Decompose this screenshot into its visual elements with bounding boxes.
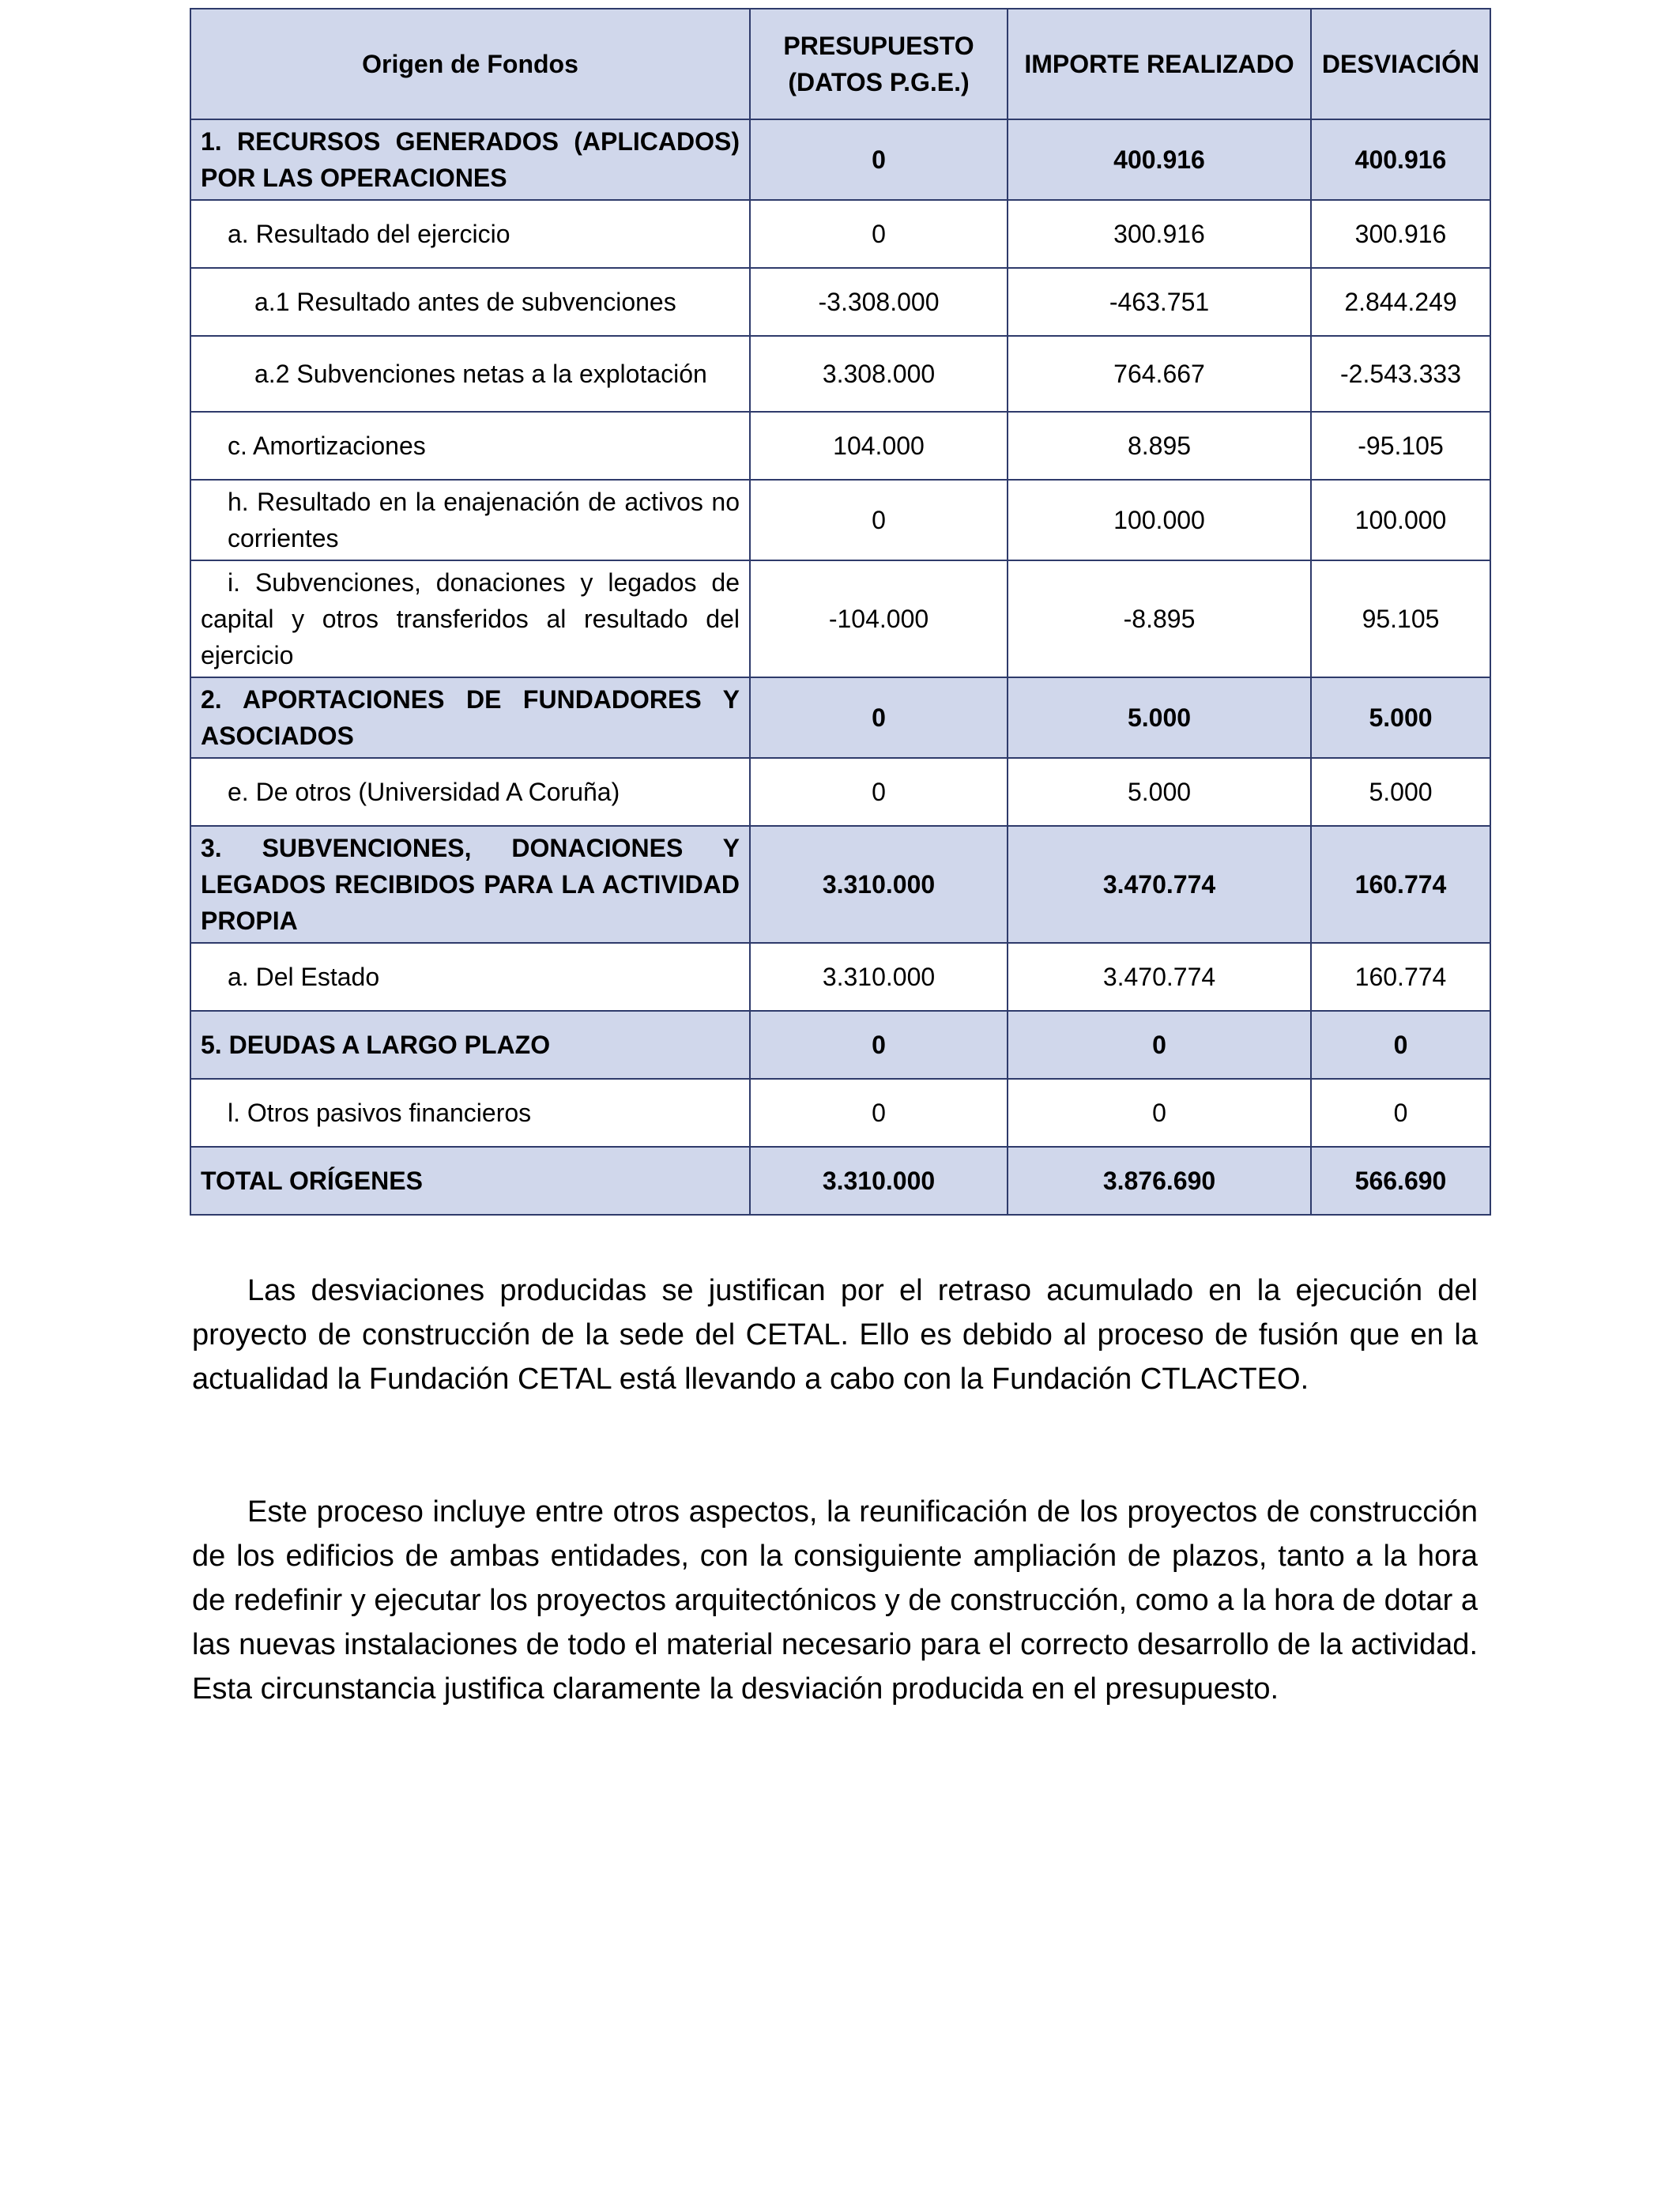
table-row [190, 677, 1490, 758]
table-row [190, 1011, 1490, 1079]
table-row [190, 943, 1490, 1011]
row-realized: -8.895 [1008, 560, 1311, 677]
row-realized: 3.470.774 [1008, 943, 1311, 1011]
row-budget: 3.310.000 [750, 826, 1008, 943]
row-label: c. Amortizaciones [190, 412, 750, 480]
funds-origin-table [190, 8, 1491, 1216]
row-budget: 0 [750, 1079, 1008, 1147]
row-label: e. De otros (Universidad A Coruña) [190, 758, 750, 826]
row-deviation: 400.916 [1311, 119, 1490, 200]
row-deviation: 5.000 [1311, 677, 1490, 758]
row-deviation: -95.105 [1311, 412, 1490, 480]
row-label: i. Subvenciones, donaciones y legados de capital y otros transferidos al resultado del ejercicio [190, 560, 750, 677]
table-row [190, 119, 1490, 200]
row-deviation: 160.774 [1311, 826, 1490, 943]
row-budget: 0 [750, 480, 1008, 560]
row-budget: 0 [750, 119, 1008, 200]
row-realized: 400.916 [1008, 119, 1311, 200]
row-deviation: 100.000 [1311, 480, 1490, 560]
table-total-row [190, 1147, 1490, 1215]
row-realized: 0 [1008, 1079, 1311, 1147]
table-row [190, 826, 1490, 943]
row-realized: -463.751 [1008, 268, 1311, 336]
row-deviation: 566.690 [1311, 1147, 1490, 1215]
table-row [190, 480, 1490, 560]
header-realized: IMPORTE REALIZADO [1008, 9, 1311, 119]
row-budget: -3.308.000 [750, 268, 1008, 336]
row-budget: 3.310.000 [750, 1147, 1008, 1215]
row-realized: 5.000 [1008, 758, 1311, 826]
row-realized: 0 [1008, 1011, 1311, 1079]
row-label: a.2 Subvenciones netas a la explotación [190, 336, 750, 412]
table-row [190, 1079, 1490, 1147]
row-budget: 0 [750, 1011, 1008, 1079]
row-budget: 0 [750, 758, 1008, 826]
table-row [190, 560, 1490, 677]
row-deviation: 300.916 [1311, 200, 1490, 268]
header-deviation: DESVIACIÓN [1311, 9, 1490, 119]
row-realized: 3.470.774 [1008, 826, 1311, 943]
table-header-row [190, 9, 1490, 119]
row-deviation: -2.543.333 [1311, 336, 1490, 412]
table-row [190, 412, 1490, 480]
row-deviation: 5.000 [1311, 758, 1490, 826]
row-deviation: 0 [1311, 1079, 1490, 1147]
header-origin: Origen de Fondos [190, 9, 750, 119]
row-label: a.1 Resultado antes de subvenciones [190, 268, 750, 336]
row-deviation: 2.844.249 [1311, 268, 1490, 336]
row-label: 2. APORTACIONES DE FUNDADORES Y ASOCIADOS [190, 677, 750, 758]
row-realized: 764.667 [1008, 336, 1311, 412]
row-budget: 0 [750, 677, 1008, 758]
header-budget-line2: (DATOS P.G.E.) [788, 68, 970, 96]
row-realized: 300.916 [1008, 200, 1311, 268]
table-row [190, 758, 1490, 826]
row-realized: 100.000 [1008, 480, 1311, 560]
table-row [190, 336, 1490, 412]
table-row [190, 200, 1490, 268]
row-label: 1. RECURSOS GENERADOS (APLICADOS) POR LAS OPERACIONES [190, 119, 750, 200]
row-budget: 0 [750, 200, 1008, 268]
row-label: 3. SUBVENCIONES, DONACIONES Y LEGADOS RECIBIDOS PARA LA ACTIVIDAD PROPIA [190, 826, 750, 943]
row-label: l. Otros pasivos financieros [190, 1079, 750, 1147]
row-label: h. Resultado en la enajenación de activos no corrientes [190, 480, 750, 560]
row-label: 5. DEUDAS A LARGO PLAZO [190, 1011, 750, 1079]
header-budget-line1: PRESUPUESTO [783, 32, 974, 60]
table-row [190, 268, 1490, 336]
row-realized: 8.895 [1008, 412, 1311, 480]
explanation-paragraph-2: Este proceso incluye entre otros aspectos, la reunificación de los proyectos de construcción de los edificios de ambas entidades, con la consiguiente ampliación de plazos, tanto a la hora de redefinir y ejecutar los proyectos arquitectónicos y de construcción, como a la hora de dotar a las nuevas instalaciones de todo el material necesario para el correcto desarrollo de la actividad. Esta circunstancia justifica claramente la desviación producida en el presupuesto. [192, 1495, 1478, 1706]
row-budget: 104.000 [750, 412, 1008, 480]
row-realized: 3.876.690 [1008, 1147, 1311, 1215]
row-budget: 3.308.000 [750, 336, 1008, 412]
row-deviation: 160.774 [1311, 943, 1490, 1011]
explanation-paragraph-1: Las desviaciones producidas se justifican por el retraso acumulado en la ejecución del proyecto de construcción de la sede del CETAL. Ello es debido al proceso de fusión que en la actualidad la Fundación CETAL está llevando a cabo con la Fundación CTLACTEO. [192, 1274, 1478, 1396]
row-label: TOTAL ORÍGENES [190, 1147, 750, 1215]
row-label: a. Del Estado [190, 943, 750, 1011]
row-budget: -104.000 [750, 560, 1008, 677]
row-budget: 3.310.000 [750, 943, 1008, 1011]
row-deviation: 0 [1311, 1011, 1490, 1079]
row-label: a. Resultado del ejercicio [190, 200, 750, 268]
row-realized: 5.000 [1008, 677, 1311, 758]
header-budget [750, 9, 1008, 119]
row-deviation: 95.105 [1311, 560, 1490, 677]
